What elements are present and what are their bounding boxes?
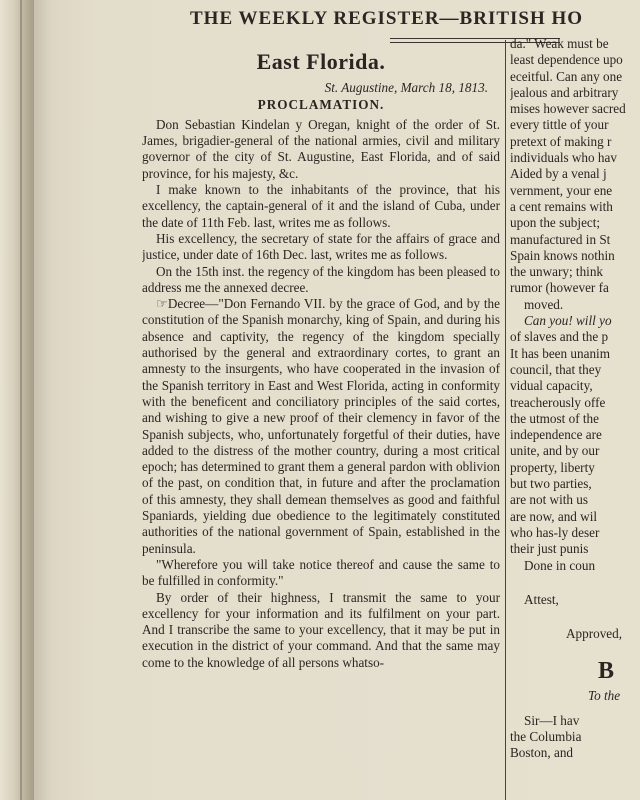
- right-text-line: Can you! will yo: [524, 313, 612, 329]
- right-text-line: the Columbia: [510, 728, 582, 744]
- right-text-line: treacherously offe: [510, 394, 606, 410]
- right-text-line: jealous and arbitrary: [510, 84, 619, 100]
- right-text-line: To the: [588, 688, 621, 704]
- right-text-line: unite, and by our: [510, 443, 600, 459]
- right-text-line: moved.: [524, 296, 564, 312]
- right-text-line: a cent remains with: [510, 198, 613, 214]
- paragraph: "Wherefore you will take notice thereof and cause the same to be fulfilled in conformity.": [142, 556, 500, 589]
- right-text-line: Sir—I hav: [524, 712, 580, 728]
- section-initial: B: [598, 658, 615, 685]
- right-text-line: It has been unanim: [510, 345, 610, 361]
- paragraph: I make known to the inhabitants of the province, that his excellency, the captain-general of it and the island of Cuba, under the date of 11th Feb. last, writes me as follows.: [142, 182, 500, 230]
- paragraph: By order of their highness, I transmit the same to your excellency for your information and its fulfilment on your part. And I transcribe the same to your excellency, that it may be put in execution in the district of your command. And that the same may come to the knowledge of all persons whatso-: [142, 589, 500, 670]
- right-text-line: rumor (however fa: [510, 280, 609, 296]
- book-spine: [0, 0, 34, 800]
- right-text-line: the unwary; think: [510, 264, 604, 280]
- right-text-line: of slaves and the p: [510, 329, 609, 345]
- right-text-line: independence are: [510, 427, 602, 443]
- right-text-line: are not with us: [510, 492, 589, 508]
- left-column: [142, 48, 500, 800]
- right-text-line: council, that they: [510, 361, 602, 377]
- paragraph: On the 15th inst. the regency of the kingdom has been pleased to address me the annexed decree.: [142, 263, 500, 295]
- right-text-line: Boston, and: [510, 745, 574, 761]
- right-text-line: Done in coun: [524, 557, 596, 573]
- right-text-line: their just punis: [510, 541, 589, 557]
- right-text-line: manufactured in St: [510, 231, 611, 247]
- right-text-line: property, liberty: [510, 459, 595, 475]
- running-title: THE WEEKLY REGISTER—BRITISH HO: [190, 8, 584, 29]
- right-text-line: da." Weak must be: [510, 36, 609, 51]
- right-text-line: Spain knows nothin: [510, 247, 615, 263]
- attest-line: Attest,: [524, 591, 559, 607]
- spine-fold: [20, 0, 22, 800]
- right-column: [510, 36, 640, 800]
- right-text-line: upon the subject;: [510, 215, 601, 231]
- right-text-line: vernment, your ene: [510, 182, 613, 198]
- paragraph: His excellency, the secretary of state for the affairs of grace and justice, under date of 16th Dec. last, writes me as follows.: [142, 230, 500, 263]
- approved-line: Approved,: [566, 626, 623, 642]
- right-text-line: but two parties,: [510, 476, 592, 492]
- article-heading: PROCLAMATION.: [257, 96, 385, 112]
- right-text-line: vidual capacity,: [510, 378, 593, 394]
- right-text-line: eceitful. Can any one: [510, 68, 623, 84]
- right-text-line: every tittle of your: [510, 117, 609, 133]
- right-text-line: individuals who hav: [510, 150, 617, 166]
- article-dateline: St. Augustine, March 18, 1813.: [324, 80, 488, 96]
- right-text-line: the utmost of the: [510, 410, 600, 426]
- right-text-line: least dependence upo: [510, 52, 623, 68]
- column-rule: [505, 40, 506, 800]
- right-text-line: mises however sacred: [510, 101, 626, 117]
- right-text-line: who has-ly deser: [510, 524, 600, 540]
- right-text-line: Aided by a venal j: [510, 166, 607, 182]
- paragraph: ☞Decree—"Don Fernando VII. by the grace of God, and by the constitution of the Spanish monarchy, king of Spain, and during his absence and captivity, the regency of the kingdom specially authorised by the general and extraordinary cortes, to grant an amnesty to the insurgents, who have cooperated in the invasion of the Spanish territory in East and West Florida, acting in conformity with the beneficent and conciliatory principles of the said cortes, and wishing to give a new proof of their clemency in favor of the Spanish subjects, who, unfortunately forgetful of their duties, have added to the distress of the mother country, during a most critical epoch; has determined to grant them a general pardon with oblivion of the past, on condition that, in future and after the proclamation of this amnesty, they shall demean themselves as good and faithful Spaniards, yielding due obedience to the legitimately constituted authorities of the national government of Spain, established in the peninsula.: [142, 296, 500, 556]
- right-text-line: are now, and wil: [510, 508, 598, 524]
- paragraph: Don Sebastian Kindelan y Oregan, knight of the order of St. James, brigadier-general of the national armies, civil and military governor of the city of St. Augustine, East Florida, and of said province, for his majesty, &c.: [142, 116, 500, 181]
- article-title: East Florida.: [256, 49, 386, 74]
- right-text-line: pretext of making r: [510, 133, 612, 149]
